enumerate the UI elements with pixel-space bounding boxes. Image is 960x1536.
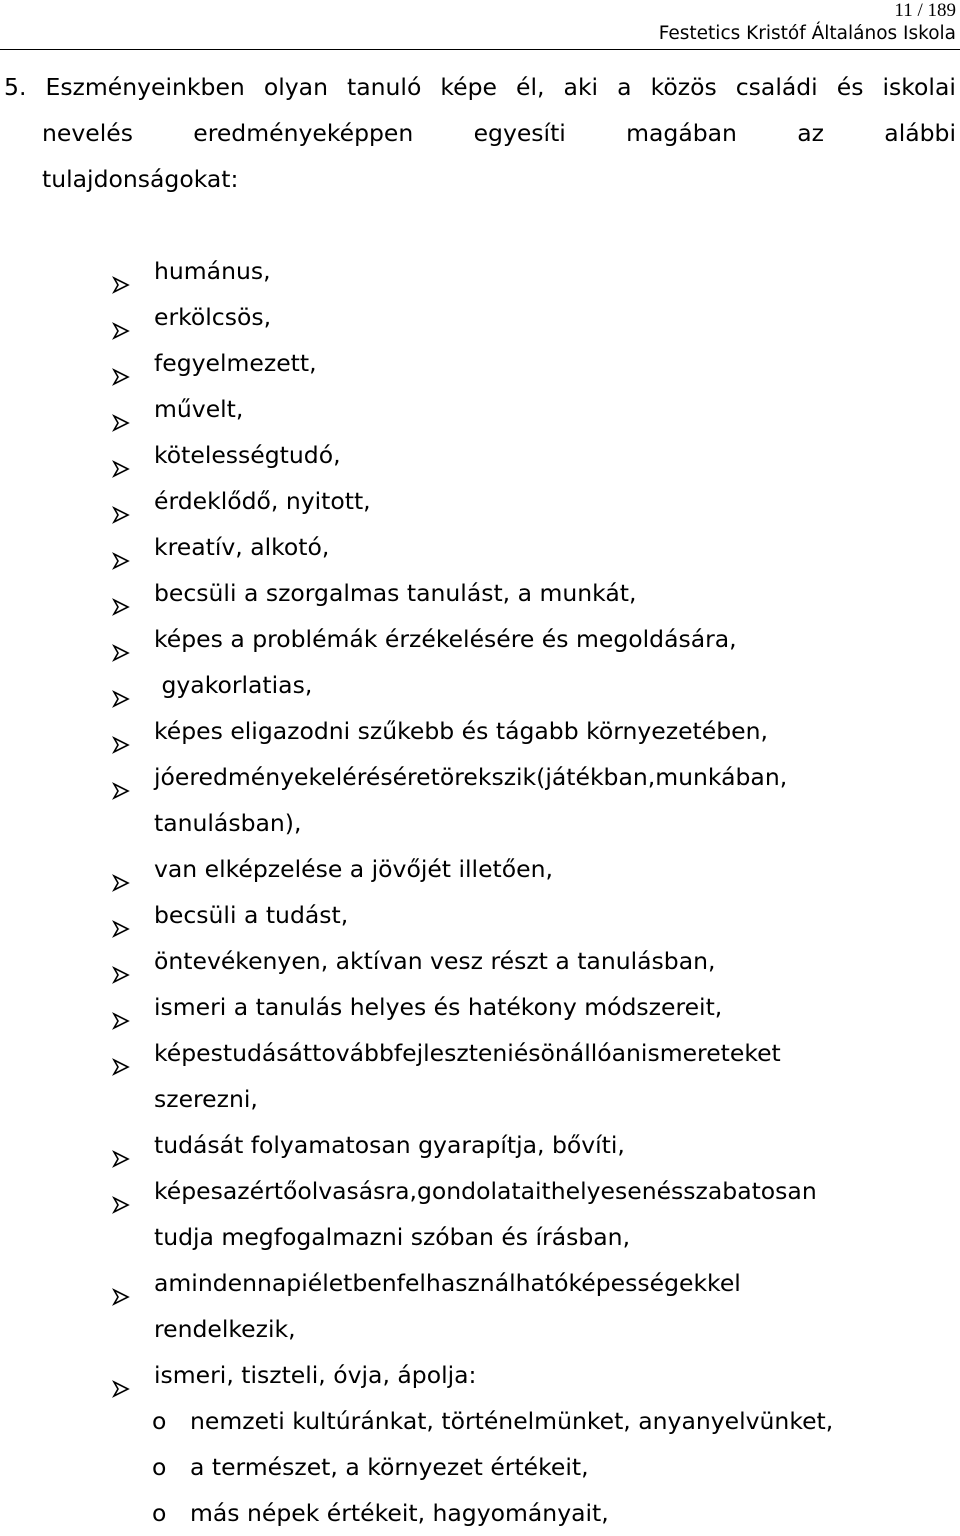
arrow-bullet-icon xyxy=(112,1367,130,1385)
intro-paragraph xyxy=(4,64,956,202)
arrow-bullet-icon xyxy=(112,631,130,649)
list-item xyxy=(0,432,960,478)
arrow-bullet-icon xyxy=(112,401,130,419)
list-item xyxy=(0,708,960,754)
intro-line-2: nevelés eredményeképpen egyesíti magában az alábbi xyxy=(42,119,956,147)
list-item-text: rendelkezik, xyxy=(154,1315,296,1343)
list-item xyxy=(0,386,960,432)
list-item-text: képes eligazodni szűkebb és tágabb környezetében, xyxy=(154,717,768,745)
list-item xyxy=(0,984,960,1030)
list-item-text: tudását folyamatosan gyarapítja, bővíti, xyxy=(154,1131,625,1159)
list-item xyxy=(0,248,960,294)
arrow-bullet-icon xyxy=(112,999,130,1017)
list-item-text: képesazértőolvasásra,gondolataithelyesenésszabatosan xyxy=(154,1177,817,1205)
list-item-text: ismeri a tanulás helyes és hatékony módszereit, xyxy=(154,993,723,1021)
list-item-text: gyakorlatias, xyxy=(154,671,313,699)
sub-list-item-text: nemzeti kultúránkat, történelmünket, anyanyelvünket, xyxy=(190,1407,834,1435)
list-item xyxy=(0,524,960,570)
arrow-bullet-icon xyxy=(112,861,130,879)
list-item xyxy=(0,1168,960,1260)
intro-line-1: 5. Eszményeinkben olyan tanuló képe él, aki a közös családi és iskolai xyxy=(4,64,956,110)
arrow-bullet-icon xyxy=(112,677,130,695)
list-item-text: becsüli a szorgalmas tanulást, a munkát, xyxy=(154,579,637,607)
list-item xyxy=(0,846,960,892)
sub-list-item xyxy=(0,1490,960,1536)
list-item-text: tudja megfogalmazni szóban és írásban, xyxy=(154,1223,631,1251)
list-item xyxy=(0,938,960,984)
sub-list-item xyxy=(0,1398,960,1444)
list-item xyxy=(0,294,960,340)
list-item xyxy=(0,570,960,616)
list-item-text: érdeklődő, nyitott, xyxy=(154,487,371,515)
list-item-text: jóeredményekeléréséretörekszik(játékban,munkában, xyxy=(154,763,788,791)
list-item-text: kötelességtudó, xyxy=(154,441,341,469)
trait-list xyxy=(0,248,960,1536)
list-item-text: becsüli a tudást, xyxy=(154,901,349,929)
list-item-text: van elképzelése a jövőjét illetően, xyxy=(154,855,553,883)
list-item-text: kreatív, alkotó, xyxy=(154,533,330,561)
list-item xyxy=(0,1030,960,1122)
arrow-bullet-icon xyxy=(112,263,130,281)
sub-list-item-text: más népek értékeit, hagyományait, xyxy=(190,1499,609,1527)
arrow-bullet-icon xyxy=(112,953,130,971)
arrow-bullet-icon xyxy=(112,1275,130,1293)
intro-line-3: tulajdonságokat: xyxy=(42,165,239,193)
list-item-text: erkölcsös, xyxy=(154,303,272,331)
header-divider xyxy=(0,49,960,50)
list-item-text: humánus, xyxy=(154,257,271,285)
circle-bullet-icon: o xyxy=(152,1453,167,1481)
list-item xyxy=(0,1352,960,1398)
arrow-bullet-icon xyxy=(112,1045,130,1063)
list-item xyxy=(0,616,960,662)
list-item-text: amindennapiéletbenfelhasználhatóképességekkel xyxy=(154,1269,741,1297)
list-item-text: képestudásáttovábbfejleszteniésönállóanismereteket xyxy=(154,1039,781,1067)
arrow-bullet-icon xyxy=(112,1183,130,1201)
arrow-bullet-icon xyxy=(112,539,130,557)
page-number: 11 / 189 xyxy=(894,0,956,21)
school-name: Festetics Kristóf Általános Iskola xyxy=(658,23,956,44)
circle-bullet-icon: o xyxy=(152,1499,167,1527)
list-item-text: szerezni, xyxy=(154,1085,258,1113)
list-item-text: öntevékenyen, aktívan vesz részt a tanulásban, xyxy=(154,947,716,975)
arrow-bullet-icon xyxy=(112,355,130,373)
list-item-text: fegyelmezett, xyxy=(154,349,317,377)
list-item xyxy=(0,340,960,386)
list-item xyxy=(0,892,960,938)
sub-list-item-text: a természet, a környezet értékeit, xyxy=(190,1453,589,1481)
sub-list-item xyxy=(0,1444,960,1490)
list-item xyxy=(0,662,960,708)
arrow-bullet-icon xyxy=(112,723,130,741)
list-item xyxy=(0,1260,960,1352)
list-item xyxy=(0,478,960,524)
arrow-bullet-icon xyxy=(112,769,130,787)
arrow-bullet-icon xyxy=(112,907,130,925)
circle-bullet-icon: o xyxy=(152,1407,167,1435)
section-number: 5. xyxy=(4,73,27,101)
list-item xyxy=(0,754,960,846)
arrow-bullet-icon xyxy=(112,309,130,327)
page-header xyxy=(659,0,956,46)
list-item-text: ismeri, tiszteli, óvja, ápolja: xyxy=(154,1361,477,1389)
arrow-bullet-icon xyxy=(112,585,130,603)
arrow-bullet-icon xyxy=(112,493,130,511)
list-item-text: tanulásban), xyxy=(154,809,302,837)
list-item xyxy=(0,1122,960,1168)
list-item-text: képes a problémák érzékelésére és megoldására, xyxy=(154,625,737,653)
list-item-text: művelt, xyxy=(154,395,244,423)
arrow-bullet-icon xyxy=(112,1137,130,1155)
arrow-bullet-icon xyxy=(112,447,130,465)
